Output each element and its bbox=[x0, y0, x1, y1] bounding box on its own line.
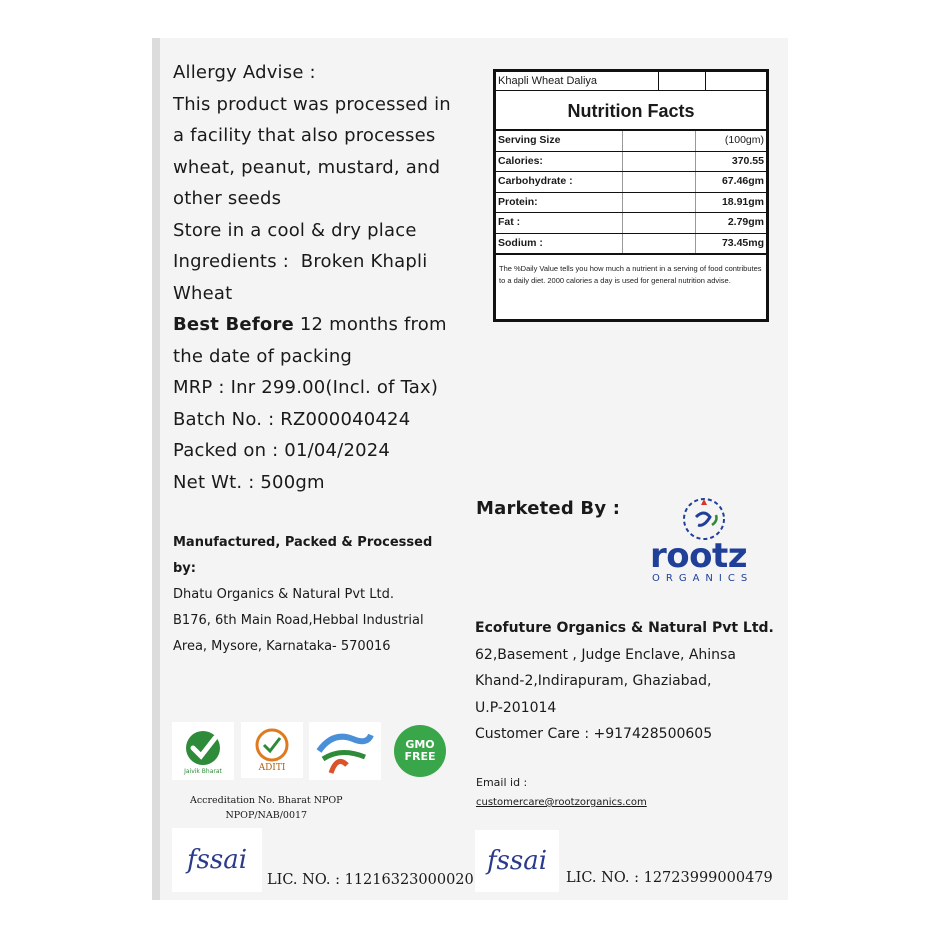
nutrient-name: Sodium : bbox=[496, 234, 623, 254]
customer-care: Customer Care : +917428500605 bbox=[475, 726, 713, 742]
product-name: Khapli Wheat Daliya bbox=[498, 72, 659, 90]
manufactured-title: Manufactured, Packed & Processed bbox=[173, 535, 433, 550]
nutrient-spacer bbox=[623, 193, 696, 213]
nutrient-name: Fat : bbox=[496, 213, 623, 233]
best-before-label: Best Before bbox=[173, 314, 294, 335]
nutrient-spacer bbox=[623, 234, 696, 254]
nutrition-facts-table bbox=[493, 69, 769, 322]
gmo-text: GMO bbox=[405, 738, 435, 751]
header-cell bbox=[659, 72, 706, 90]
nutrient-spacer bbox=[623, 213, 696, 233]
manufactured-by: by: bbox=[173, 561, 196, 576]
net-weight: Net Wt. : 500gm bbox=[173, 471, 325, 493]
nutrition-row bbox=[496, 131, 766, 152]
nutrition-row bbox=[496, 172, 766, 193]
nutrient-value: (100gm) bbox=[724, 134, 764, 146]
nutrient-value: 18.91gm bbox=[721, 195, 764, 208]
fssai-wordmark: fssai bbox=[186, 845, 248, 875]
manufacturer-line: Dhatu Organics & Natural Pvt Ltd. bbox=[173, 587, 394, 602]
nutrition-row bbox=[496, 193, 766, 214]
nutrition-row bbox=[496, 213, 766, 234]
india-organic-icon bbox=[313, 725, 377, 777]
nutrient-value: 67.46gm bbox=[721, 175, 764, 187]
storage-instruction: Store in a cool & dry place bbox=[173, 219, 417, 241]
email-section bbox=[476, 773, 647, 813]
fssai-logo-left bbox=[172, 828, 262, 892]
nutrient-name: Calories: bbox=[496, 152, 623, 172]
manufacturer-line: Area, Mysore, Karnataka- 570016 bbox=[173, 639, 391, 654]
ingredients bbox=[173, 246, 451, 278]
address-line: Khand-2,Indirapuram, Ghaziabad, bbox=[475, 673, 712, 689]
license-number-left: LIC. NO. : 11216323000020 bbox=[267, 872, 474, 888]
nutrient-value: 2.79gm bbox=[727, 216, 764, 228]
batch-number: Batch No. : RZ000040424 bbox=[173, 408, 411, 430]
accreditation bbox=[190, 793, 343, 823]
ingredients-value-2: Wheat bbox=[173, 282, 233, 304]
mrp: MRP : Inr 299.00(Incl. of Tax) bbox=[173, 377, 439, 398]
accreditation-line: NPOP/NAB/0017 bbox=[225, 810, 308, 821]
allergy-line: a facility that also processes bbox=[173, 125, 436, 146]
license-number-right: LIC. NO. : 12723999000479 bbox=[566, 870, 773, 886]
gmo-free-logo bbox=[389, 724, 451, 778]
manufacturer-line: B176, 6th Main Road,Hebbal Industrial bbox=[173, 613, 424, 628]
brand-subtitle: ORGANICS bbox=[652, 573, 754, 584]
nutrition-row bbox=[496, 152, 766, 173]
email-label: Email id : bbox=[476, 776, 528, 789]
company-name: Ecofuture Organics & Natural Pvt Ltd. bbox=[475, 620, 774, 636]
nutrition-footnote: The %Daily Value tells you how much a nutrient in a serving of food contributes to a daily diet. 2000 calories a day is used for general nutrition advise. bbox=[499, 264, 762, 285]
allergy-line: other seeds bbox=[173, 188, 282, 209]
best-before bbox=[173, 309, 451, 341]
manufacturer-section bbox=[173, 530, 432, 660]
nutrient-value: 73.45mg bbox=[721, 236, 764, 249]
nutrition-row bbox=[496, 234, 766, 256]
green-check-icon bbox=[179, 728, 227, 768]
ingredients-label: Ingredients : bbox=[173, 251, 289, 272]
nutrient-name: Serving Size bbox=[496, 131, 623, 151]
nutrition-header-row bbox=[496, 72, 766, 91]
aditi-logo bbox=[241, 722, 303, 778]
allergy-line: wheat, peanut, mustard, and bbox=[173, 156, 441, 178]
free-text: FREE bbox=[404, 750, 436, 763]
address-line: 62,Basement , Judge Enclave, Ahinsa bbox=[475, 646, 736, 663]
allergy-title: Allergy Advise : bbox=[173, 62, 316, 83]
allergy-section bbox=[173, 57, 451, 498]
ingredients-value: Broken Khapli bbox=[300, 251, 428, 272]
aditi-text: ADITI bbox=[258, 763, 286, 773]
nutrient-spacer bbox=[623, 172, 696, 192]
marketer-address bbox=[475, 615, 774, 748]
rootz-logo bbox=[648, 495, 766, 587]
brand-name: rootz bbox=[650, 536, 748, 576]
accreditation-line: Accreditation No. Bharat NPOP bbox=[190, 795, 343, 806]
nutrition-title: Nutrition Facts bbox=[496, 91, 766, 131]
nutrient-spacer bbox=[623, 152, 696, 172]
nutrient-spacer bbox=[623, 131, 696, 151]
nutrient-value: 370.55 bbox=[731, 154, 764, 167]
email-value: customercare@rootzorganics.com bbox=[476, 797, 647, 808]
fssai-logo-right bbox=[475, 830, 559, 892]
nutrient-name: Protein: bbox=[496, 193, 623, 213]
best-before-value: 12 months from bbox=[299, 314, 447, 335]
address-line: U.P-201014 bbox=[475, 699, 557, 716]
nutrient-name: Carbohydrate : bbox=[496, 172, 623, 192]
aditi-emblem-icon bbox=[252, 727, 292, 763]
india-organic-logo bbox=[309, 722, 381, 780]
best-before-value-2: the date of packing bbox=[173, 345, 353, 367]
gmo-free-badge bbox=[394, 725, 446, 777]
jaivik-text: Jaivik Bharat bbox=[184, 767, 222, 775]
marketed-by-title: Marketed By : bbox=[476, 498, 621, 519]
packed-on: Packed on : 01/04/2024 bbox=[173, 440, 391, 461]
fssai-wordmark: fssai bbox=[486, 846, 548, 876]
jaivik-bharat-logo bbox=[172, 722, 234, 780]
allergy-line: This product was processed in bbox=[173, 93, 451, 115]
